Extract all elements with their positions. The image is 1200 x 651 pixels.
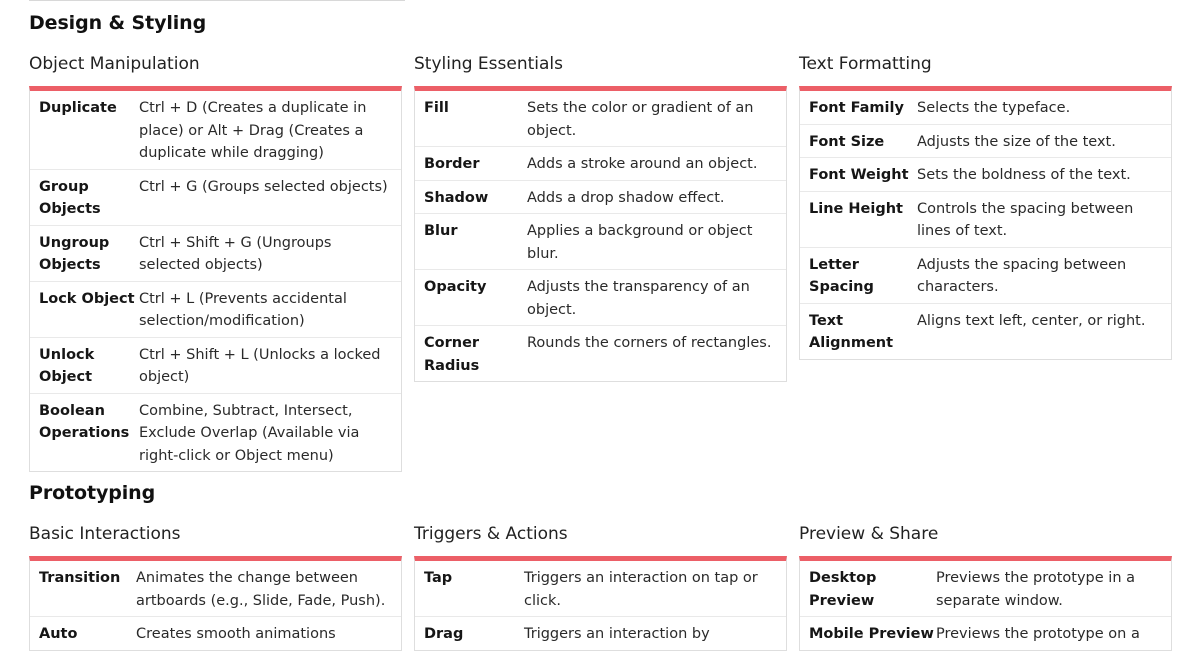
table-row	[800, 616, 1171, 650]
row-description: Aligns text left, center, or right.	[917, 312, 1146, 329]
table-row	[415, 561, 786, 616]
card-object-manipulation	[29, 52, 402, 472]
property-table	[29, 556, 402, 651]
row-description: Combine, Subtract, Intersect, Exclude Overlap (Available via right-click or Object menu)	[139, 402, 360, 464]
row-description: Ctrl + Shift + G (Ungroups selected objects)	[139, 234, 332, 273]
card-preview-share	[799, 522, 1172, 651]
row-description: Triggers an interaction by	[524, 626, 710, 642]
row-description: Creates smooth animations	[136, 626, 336, 642]
row-term: Corner Radius	[424, 335, 480, 374]
row-term: Fill	[424, 100, 449, 116]
card-styling-essentials	[414, 52, 787, 382]
table-row	[30, 225, 401, 281]
table-row	[800, 191, 1171, 247]
row-term: Opacity	[424, 279, 487, 295]
row-term: Mobile Preview	[809, 626, 934, 642]
table-row	[415, 616, 786, 650]
top-divider	[29, 0, 405, 1]
row-term: Shadow	[424, 189, 489, 206]
property-table	[799, 556, 1172, 651]
row-term: Border	[424, 156, 480, 172]
table-row	[30, 281, 401, 337]
row-term: Font Family	[809, 100, 904, 116]
table-row	[415, 91, 786, 146]
section-title-design-styling: Design & Styling	[29, 12, 207, 34]
table-row	[30, 561, 401, 616]
table-row	[415, 325, 786, 381]
row-description: Sets the color or gradient of an object.	[527, 100, 754, 139]
shortcut-table	[29, 86, 402, 472]
row-term: Font Size	[809, 133, 885, 150]
property-table	[414, 86, 787, 382]
table-row	[415, 269, 786, 325]
table-row	[800, 247, 1171, 303]
row-description: Ctrl + Shift + L (Unlocks a locked object)	[139, 346, 381, 385]
row-term: Lock Object	[39, 290, 135, 307]
row-description: Ctrl + D (Creates a duplicate in place) or Alt + Drag (Creates a duplicate while dragging)	[139, 100, 367, 161]
row-term: Boolean Operations	[39, 402, 130, 441]
row-term: Unlock Object	[39, 346, 95, 385]
row-description: Adjusts the transparency of an object.	[527, 279, 750, 318]
card-triggers-actions	[414, 522, 787, 651]
row-description: Animates the change between artboards (e.g., Slide, Fade, Push).	[136, 570, 386, 609]
row-term: Text Alignment	[809, 312, 894, 351]
card-title: Object Manipulation	[29, 54, 200, 74]
table-row	[800, 157, 1171, 191]
row-description: Ctrl + L (Prevents accidental selection/modification)	[139, 290, 347, 329]
row-term: Ungroup Objects	[39, 234, 110, 273]
row-term: Auto	[39, 626, 78, 642]
section-title-prototyping: Prototyping	[29, 482, 156, 504]
row-term: Group Objects	[39, 178, 101, 217]
row-term: Line Height	[809, 200, 903, 217]
table-row	[800, 303, 1171, 359]
row-term: Duplicate	[39, 100, 117, 116]
table-row	[800, 91, 1171, 124]
row-description: Controls the spacing between lines of text.	[917, 200, 1134, 239]
row-term: Blur	[424, 223, 458, 239]
table-row	[30, 393, 401, 472]
table-row	[415, 213, 786, 269]
card-title: Text Formatting	[799, 54, 932, 74]
row-description: Adds a drop shadow effect.	[527, 189, 725, 206]
row-term: Letter Spacing	[809, 256, 874, 295]
card-title: Basic Interactions	[29, 524, 181, 544]
row-description: Ctrl + G (Groups selected objects)	[139, 178, 388, 195]
table-row	[415, 146, 786, 180]
property-table	[414, 556, 787, 651]
row-description: Sets the boldness of the text.	[917, 167, 1131, 183]
card-basic-interactions	[29, 522, 402, 651]
row-description: Adjusts the size of the text.	[917, 133, 1116, 150]
table-row	[30, 337, 401, 393]
card-title: Triggers & Actions	[414, 524, 568, 544]
row-description: Adjusts the spacing between characters.	[917, 256, 1127, 295]
table-row	[800, 561, 1171, 616]
row-term: Desktop Preview	[809, 570, 877, 609]
row-term: Tap	[424, 570, 453, 586]
table-row	[30, 91, 401, 169]
row-description: Previews the prototype on a	[936, 626, 1140, 642]
row-description: Adds a stroke around an object.	[527, 156, 758, 172]
row-term: Font Weight	[809, 167, 909, 183]
table-row	[30, 169, 401, 225]
row-term: Drag	[424, 626, 464, 642]
row-term: Transition	[39, 570, 121, 586]
property-table	[799, 86, 1172, 360]
card-title: Styling Essentials	[414, 54, 564, 74]
row-description: Selects the typeface.	[917, 100, 1071, 116]
row-description: Rounds the corners of rectangles.	[527, 335, 772, 351]
table-row	[800, 124, 1171, 158]
card-text-formatting	[799, 52, 1172, 360]
row-description: Triggers an interaction on tap or click.	[524, 570, 758, 609]
table-row	[415, 180, 786, 214]
card-title: Preview & Share	[799, 524, 939, 544]
table-row	[30, 616, 401, 650]
row-description: Applies a background or object blur.	[527, 223, 753, 262]
row-description: Previews the prototype in a separate window.	[936, 570, 1135, 609]
